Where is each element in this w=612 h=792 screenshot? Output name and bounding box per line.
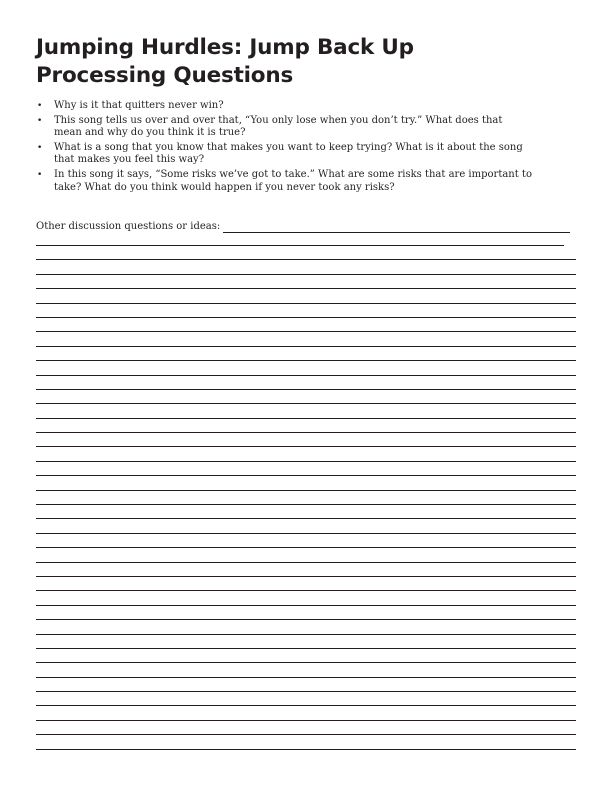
writing-line[interactable] <box>36 403 576 404</box>
writing-line[interactable] <box>36 619 576 620</box>
writing-line[interactable] <box>36 605 576 606</box>
writing-line[interactable] <box>36 504 576 505</box>
writing-line[interactable] <box>36 734 576 735</box>
writing-line[interactable] <box>36 303 576 304</box>
question-item-4 <box>36 169 576 194</box>
question-text: mean and why do you think it is true? <box>54 127 246 139</box>
other-ideas-label: Other discussion questions or ideas: <box>36 221 221 232</box>
bullet-icon: • <box>37 101 43 111</box>
title-line-2: Processing Questions <box>36 63 294 88</box>
page-title <box>36 34 576 90</box>
writing-line[interactable] <box>36 418 576 419</box>
writing-line[interactable] <box>36 662 576 663</box>
question-text: What is a song that you know that makes you want to keep trying? What is it about the song <box>54 142 523 153</box>
bullet-icon: • <box>37 115 43 126</box>
question-text: In this song it says, “Some risks we’ve got to take.” What are some risks that are important to <box>54 169 532 181</box>
writing-line[interactable] <box>36 691 576 692</box>
question-list <box>36 100 576 196</box>
writing-line[interactable] <box>36 590 576 591</box>
writing-line[interactable] <box>36 461 576 462</box>
question-item-2 <box>36 115 576 140</box>
writing-line[interactable] <box>36 389 576 390</box>
writing-line[interactable] <box>36 360 576 361</box>
writing-line[interactable] <box>36 562 576 563</box>
writing-line[interactable] <box>36 346 576 347</box>
question-text: that makes you feel this way? <box>54 154 205 166</box>
writing-line[interactable] <box>36 634 576 635</box>
question-item-1 <box>36 100 576 112</box>
writing-line[interactable] <box>36 245 564 246</box>
writing-line[interactable] <box>36 518 576 519</box>
writing-line[interactable] <box>36 317 576 318</box>
writing-line[interactable] <box>36 648 576 649</box>
title-line-1: Jumping Hurdles: Jump Back Up <box>36 35 414 60</box>
question-text: This song tells us over and over that, “You only lose when you don’t try.” What does that <box>54 114 503 126</box>
writing-line[interactable] <box>36 446 576 447</box>
writing-line[interactable] <box>36 576 576 577</box>
other-ideas-write-line[interactable] <box>223 230 570 233</box>
writing-line[interactable] <box>36 475 576 476</box>
writing-line[interactable] <box>36 375 576 376</box>
writing-line[interactable] <box>36 490 576 491</box>
writing-line[interactable] <box>36 432 576 433</box>
writing-line[interactable] <box>36 259 576 260</box>
question-item-3 <box>36 142 576 167</box>
question-text: Why is it that quitters never win? <box>54 100 224 111</box>
writing-line[interactable] <box>36 288 576 289</box>
writing-line[interactable] <box>36 749 576 750</box>
other-ideas-row <box>36 219 570 233</box>
bullet-icon: • <box>37 170 43 181</box>
writing-line[interactable] <box>36 720 576 721</box>
writing-line[interactable] <box>36 677 576 678</box>
question-text: take? What do you think would happen if you never took any risks? <box>54 181 395 193</box>
writing-line[interactable] <box>36 547 576 548</box>
bullet-icon: • <box>37 143 43 153</box>
writing-line[interactable] <box>36 274 576 275</box>
writing-line[interactable] <box>36 331 576 332</box>
writing-line[interactable] <box>36 533 576 534</box>
writing-line[interactable] <box>36 705 576 706</box>
